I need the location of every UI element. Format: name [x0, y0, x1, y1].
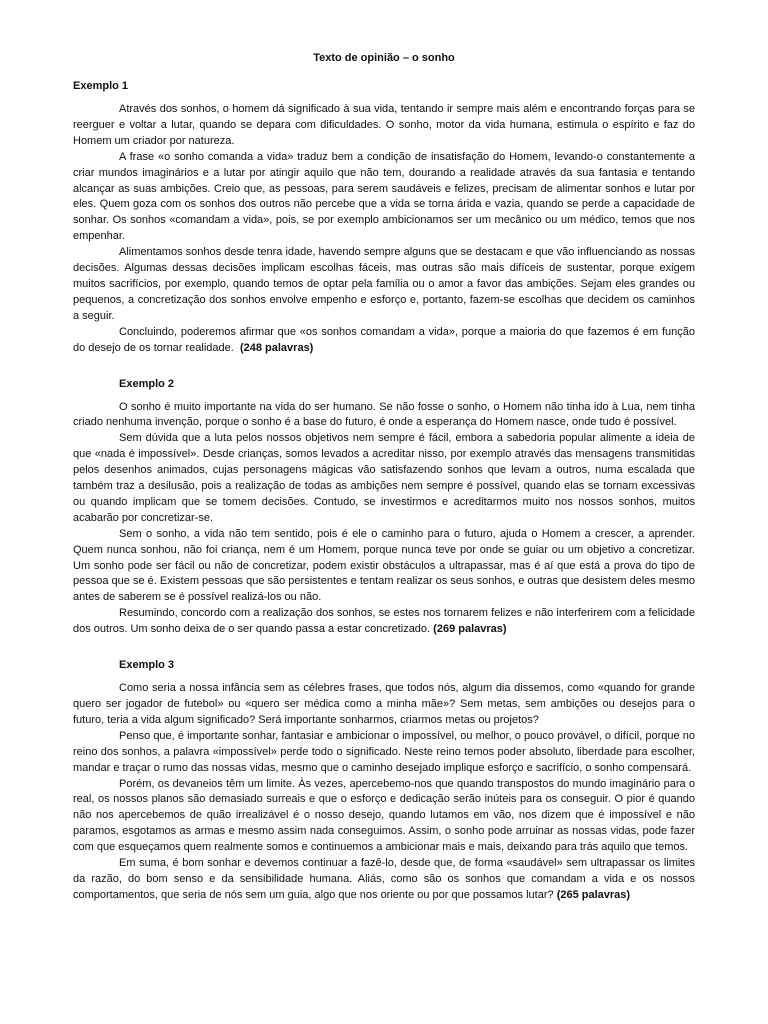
example-2-paragraph-1: O sonho é muito importante na vida do ser humano. Se não fosse o sonho, o Homem não tinha ido à Lua, nem tinha criado nenhuma invenção, porque o sonho é a base do futuro, é onde a esperança do Homem nasce, onde tudo é possível. [73, 400, 695, 429]
example-1-word-count: (248 palavras) [239, 341, 314, 354]
example-2-paragraph-4 [73, 606, 695, 638]
example-3-paragraph-4-text: Em suma, é bom sonhar e devemos continuar a fazê-lo, desde que, de forma «saudável» sem ultrapassar os limites da razão, do bom senso e da sensibilidade humana. Aliás, como são os sonhos que comandam a vida e os nossos comportamentos, que seria de nós sem um guia, algo que nos oriente ou por que possamos lutar? [73, 857, 695, 901]
example-3-paragraph-4 [73, 856, 695, 904]
example-3-paragraph-3: Porém, os devaneios têm um limite. Às vezes, apercebemo-nos que quando transpostos do mundo imaginário para o real, os nossos planos são demasiado surreais e que o esforço e dedicação serão inúteis para os conseguir. O pior é quando não nos apercebemos de quão irrealizável é o nosso desejo, quando lutamos em vão, nos dizem que é impossível e não paramos, esgotamos as armas e mesmo assim nada conseguimos. Assim, o sonho pode arruinar as nossas vidas, pode fazer com que esqueçamos quem realmente somos e continuemos a ambicionar mais e mais, deixando para trás aquilo que temos. [73, 777, 695, 854]
example-3-paragraph-1: Como seria a nossa infância sem as célebres frases, que todos nós, algum dia dissemos, como «quando for grande quero ser jogador de futebol» ou «quero ser médica como a minha mãe»? Sem metas, sem ambições ou desejos para o futuro, teria a vida algum significado? Será importante sonharmos, criarmos metas ou projetos? [73, 682, 695, 726]
example-3 [73, 657, 695, 904]
document-title: Texto de opinião – o sonho [313, 52, 455, 64]
example-1-heading: Exemplo 1 [73, 80, 129, 92]
example-1 [73, 78, 695, 357]
example-1-paragraph-4 [73, 325, 695, 357]
example-1-paragraph-1: Através dos sonhos, o homem dá significado à sua vida, tentando ir sempre mais além e encontrando forças para se reerguer e voltar a lutar, quando se depara com dificuldades. O sonho, motor da vida humana, estimula o espírito e faz do Homem um criador por natureza. [73, 103, 695, 147]
example-1-paragraph-2: A frase «o sonho comanda a vida» traduz bem a condição de insatisfação do Homem, levando-o constantemente a criar mundos imaginários e a lutar por atingir aquilo que não tem, dourando a realidade através da sua fantasia e tentando alcançar as suas ambições. Creio que, as pessoas, para serem saudáveis e felizes, precisam de alimentar sonhos e lutar por eles. Quem goza com os sonhos dos outros não percebe que a vida se torna árida e vazia, quando se perde a capacidade de sonhar. Os sonhos «comandam a vida», pois, se por exemplo ambicionamos ser um mecânico ou um médico, temos que nos empenhar. [73, 150, 695, 243]
example-3-heading: Exemplo 3 [119, 659, 175, 672]
example-2-heading: Exemplo 2 [119, 377, 175, 390]
example-1-paragraph-3: Alimentamos sonhos desde tenra idade, havendo sempre alguns que se destacam e que vão influenciando as nossas decisões. Algumas dessas decisões implicam escolhas fáceis, mas outras são mais difíceis de sustentar, porque exigem muitos sacrifícios, por exemplo, quando temos de optar pela família ou o amor a favor das ambições. Sejam eles grandes ou pequenos, a concretização dos sonhos envolve empenho e esforço e, portanto, fazem-se escolhas que decidem os caminhos a seguir. [73, 246, 695, 322]
example-3-paragraph-2: Penso que, é importante sonhar, fantasiar e ambicionar o impossível, ou melhor, o pouco provável, o difícil, porque no reino dos sonhos, a palavra «impossível» perde todo o significado. Neste reino temos poder absoluto, liberdade para escolher, mandar e traçar o rumo das nossas vidas, mesmo que o caminho desejado implique esforço e sacrifício, o sonho compensará. [73, 729, 695, 774]
example-2-paragraph-2: Sem dúvida que a luta pelos nossos objetivos nem sempre é fácil, embora a sabedoria popular alimente a ideia de que «nada é impossível». Desde crianças, somos levados a acreditar nisso, por exemplo através das mensagens transmitidas pelos desenhos animados, cujas personagens mágicas vão satisfazendo sonhos que levam a outros, numa escalada que também traz a desilusão, pois a realização de todas as ambições nem sempre é possível, quando elas se tornam excessivas ou quando implicam que se tomem decisões. Contudo, se investirmos e acreditarmos muito nos nossos sonhos, muitos acabarão por concretizar-se. [73, 432, 695, 524]
example-3-word-count: (265 palavras) [556, 888, 631, 901]
example-1-paragraph-4-text: Concluindo, poderemos afirmar que «os sonhos comandam a vida», porque a maioria do que fazemos é em função do desejo de os tornar realidade. [73, 325, 695, 354]
example-2-paragraph-3: Sem o sonho, a vida não tem sentido, pois é ele o caminho para o futuro, ajuda o Homem a crescer, a aprender. Quem nunca sonhou, não foi criança, nem é um Homem, porque nunca teve por onde se guiar ou um objetivo a concretizar. Um sonho pode ser fácil ou não de concretizar, podem existir obstáculos a ultrapassar, mas é aí que está a prova do tipo de pessoa que se é. Existem pessoas que são persistentes e tentam realizar os seus sonhos, e outras que desistem deles mesmo antes de saberem se é possível realizá-los ou não. [73, 527, 695, 604]
example-2-paragraph-4-text: Resumindo, concordo com a realização dos sonhos, se estes nos tornarem felizes e não interferirem com a felicidade dos outros. Um sonho deixa de o ser quando passa a estar concretizado. [73, 607, 695, 636]
example-2-word-count: (269 palavras) [433, 623, 507, 636]
example-2 [73, 376, 695, 639]
